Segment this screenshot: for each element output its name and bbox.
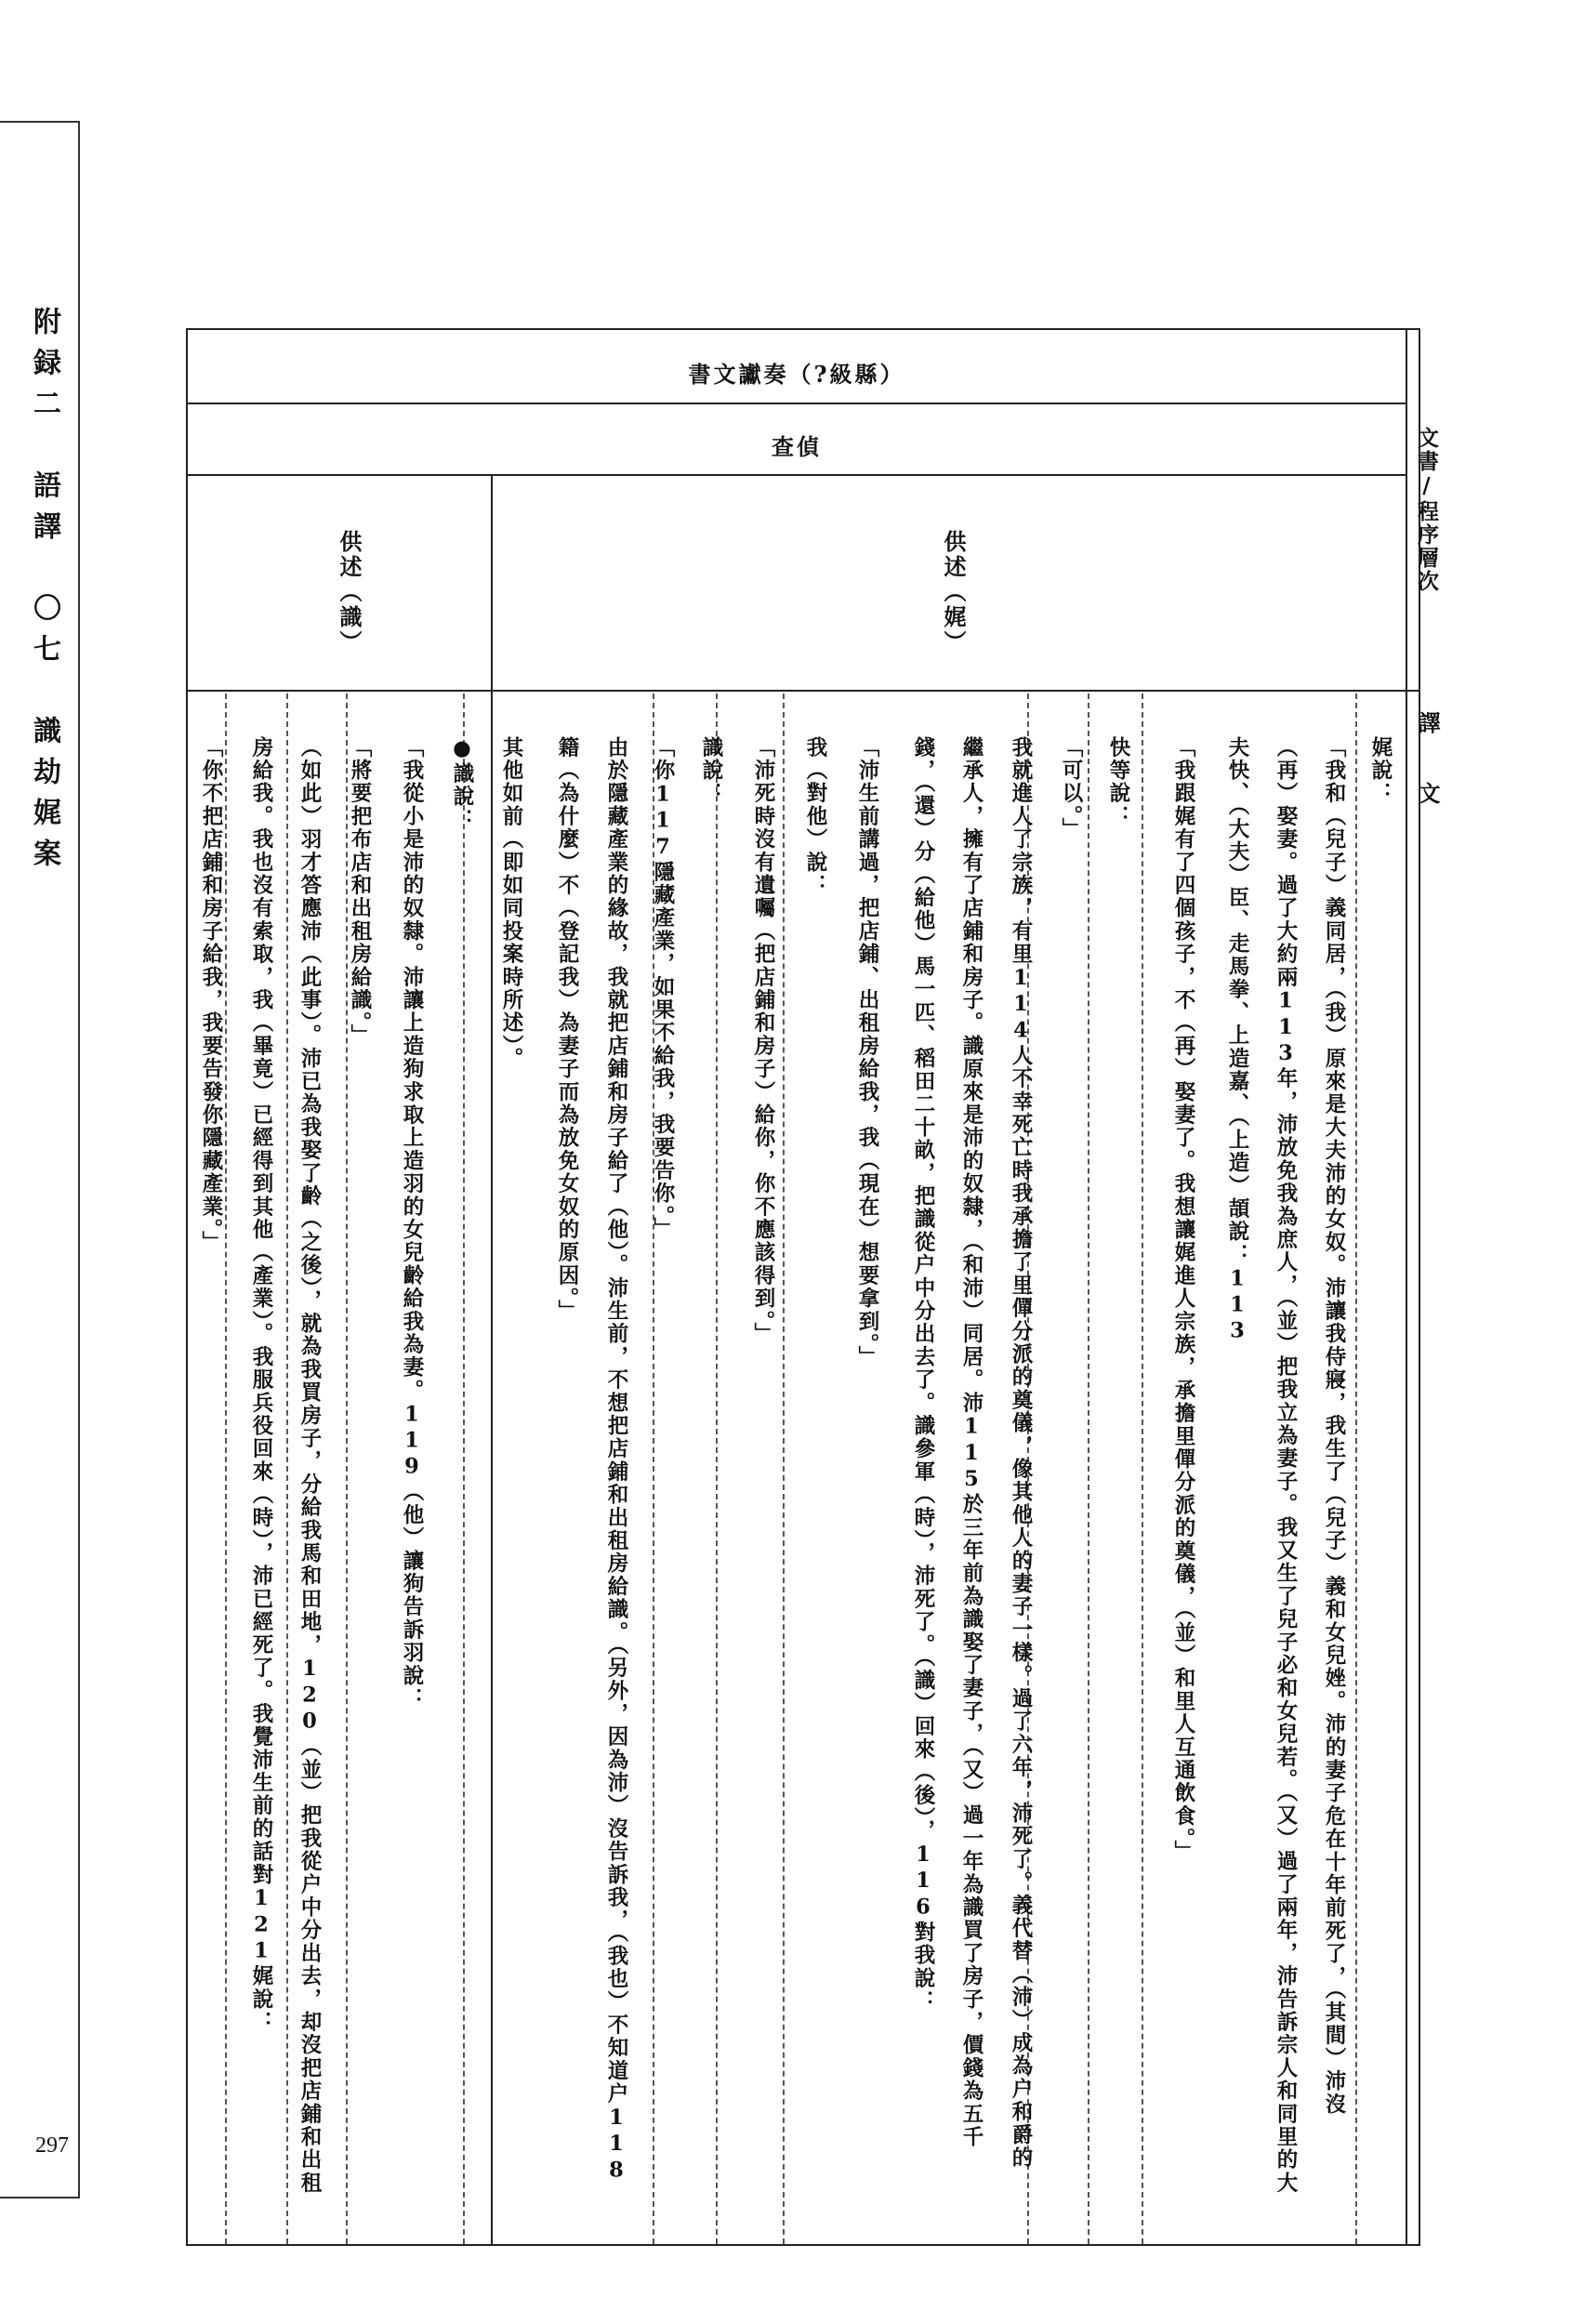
page-number: 297 bbox=[35, 2133, 69, 2158]
stage-label: 查偵 bbox=[772, 433, 822, 460]
rule-under-title bbox=[188, 403, 1407, 404]
text-column: 我（對他）說： bbox=[803, 736, 827, 897]
rule-group-divider bbox=[491, 474, 493, 2246]
column-guide bbox=[1088, 693, 1089, 2244]
text-column: 繼承人，擁有了店鋪和房子。識原來是沛的奴隸，（和沛）同居。沛115於三年前為識娶了妻子，（又）過一年為識買了房子，價錢為五千 bbox=[959, 736, 984, 2149]
text-column: （再）娶妻。過了大約兩113年，沛放免我為庶人，（並）把我立為妻子。我又生了兒子必和女兒若。（又）過了兩年，沛告訴宗人和同里的大 bbox=[1274, 736, 1298, 2195]
column-guide bbox=[463, 693, 465, 2244]
text-column: 其他如前（即如同投案時所述）。 bbox=[499, 736, 523, 1071]
text-column: 「我和（兒子）義同居，（我）原來是大夫沛的女奴。沛讓我侍寢，我生了（兒子）義和女兒㛗。沛的妻子危在十年前死了，（其間）沛沒 bbox=[1322, 736, 1346, 2117]
text-column: 「我從小是沛的奴隸。沛讓上造狗求取上造羽的女兒齡給我為妻。119（他）讓狗告訴羽說： bbox=[400, 736, 424, 1710]
rule-under-header bbox=[188, 690, 1420, 692]
text-column: 房給我。我也沒有索取，我（畢竟）已經得到其他（產業）。我服兵役回來（時），沛已經死了。我覺沛生前的話對121娓說： bbox=[249, 736, 273, 2034]
text-column: 快等說： bbox=[1106, 736, 1130, 828]
text-column: 「我跟娓有了四個孩子，不（再）娶妻了。我想讓娓進人宗族，承擔里僤分派的奠儀，（並）和里人互通飲食。」 bbox=[1171, 736, 1195, 1864]
column-guide bbox=[1355, 693, 1357, 2244]
text-column: 「你117隱藏產業，如果不給我，我要告你。」 bbox=[651, 736, 675, 1241]
text-column: 籍（為什麼）不（登記我）為妻子而為放免女奴的原因。」 bbox=[555, 736, 579, 1323]
text-column: 「可以。」 bbox=[1059, 736, 1083, 841]
document-title: 書文讞奏（?級縣） bbox=[688, 361, 905, 388]
text-column: （如此）羽才答應沛（此事）。沛已為我娶了齡（之後），就為我買房子，分給我馬和田地，120（並）把我從户中分出去，却沒把店鋪和出租 bbox=[297, 736, 322, 2195]
text-column: 我就進人了宗族，有里114人不幸死亡時我承擔了里僤分派的奠儀，像其他人的妻子一樣。過了六年，沛死了。義代替（沛）成為户和爵的 bbox=[1009, 736, 1033, 2170]
rule-under-stage bbox=[188, 474, 1407, 476]
text-column: ●識說： bbox=[450, 736, 474, 832]
column-guide bbox=[286, 693, 288, 2244]
running-head: 附録二 語譯 〇七 識劫娓案 bbox=[28, 307, 60, 879]
column-guide bbox=[225, 693, 227, 2244]
text-column: 「將要把布店和出租房給識。」 bbox=[348, 736, 372, 1048]
group-label-wei: 供述（娓） bbox=[940, 530, 967, 655]
column-guide bbox=[716, 693, 718, 2244]
column-guide bbox=[783, 693, 785, 2244]
text-column: 夫快、（大夫）臣、走馬拳、上造嘉、（上造）頡說：113 bbox=[1225, 736, 1249, 1345]
column-guide bbox=[1142, 693, 1143, 2244]
text-column: 「你不把店鋪和房子給我，我要告發你隱藏產業。」 bbox=[199, 736, 223, 1254]
text-column: 識說： bbox=[699, 736, 723, 806]
text-column: 錢，（還）分（給他）馬一匹、稻田二十畝，把識從户中分出去了。識參軍（時），沛死了。（識）回來（後），116對我說： bbox=[911, 736, 935, 2014]
text-column: 「沛死時沒有遺囑（把店鋪和房子）給你，你不應該得到。」 bbox=[751, 736, 775, 1346]
group-label-shi: 供述（識） bbox=[336, 530, 363, 655]
translation-header: 譯 文 bbox=[1414, 711, 1441, 817]
side-header: 文書/程序層次 bbox=[1414, 427, 1439, 593]
text-column: 娓說： bbox=[1368, 736, 1393, 806]
text-column: 由於隱藏產業的緣故，我就把店鋪和房子給了（他）。沛生前，不想把店鋪和出租房給識。（另外，因為沛）沒告訴我，（我也）不知道户118 bbox=[604, 736, 628, 2185]
text-column: 「沛生前講過，把店鋪、出租房給我，我（現在）想要拿到。」 bbox=[855, 736, 879, 1369]
rule-side-column bbox=[1406, 330, 1407, 2246]
